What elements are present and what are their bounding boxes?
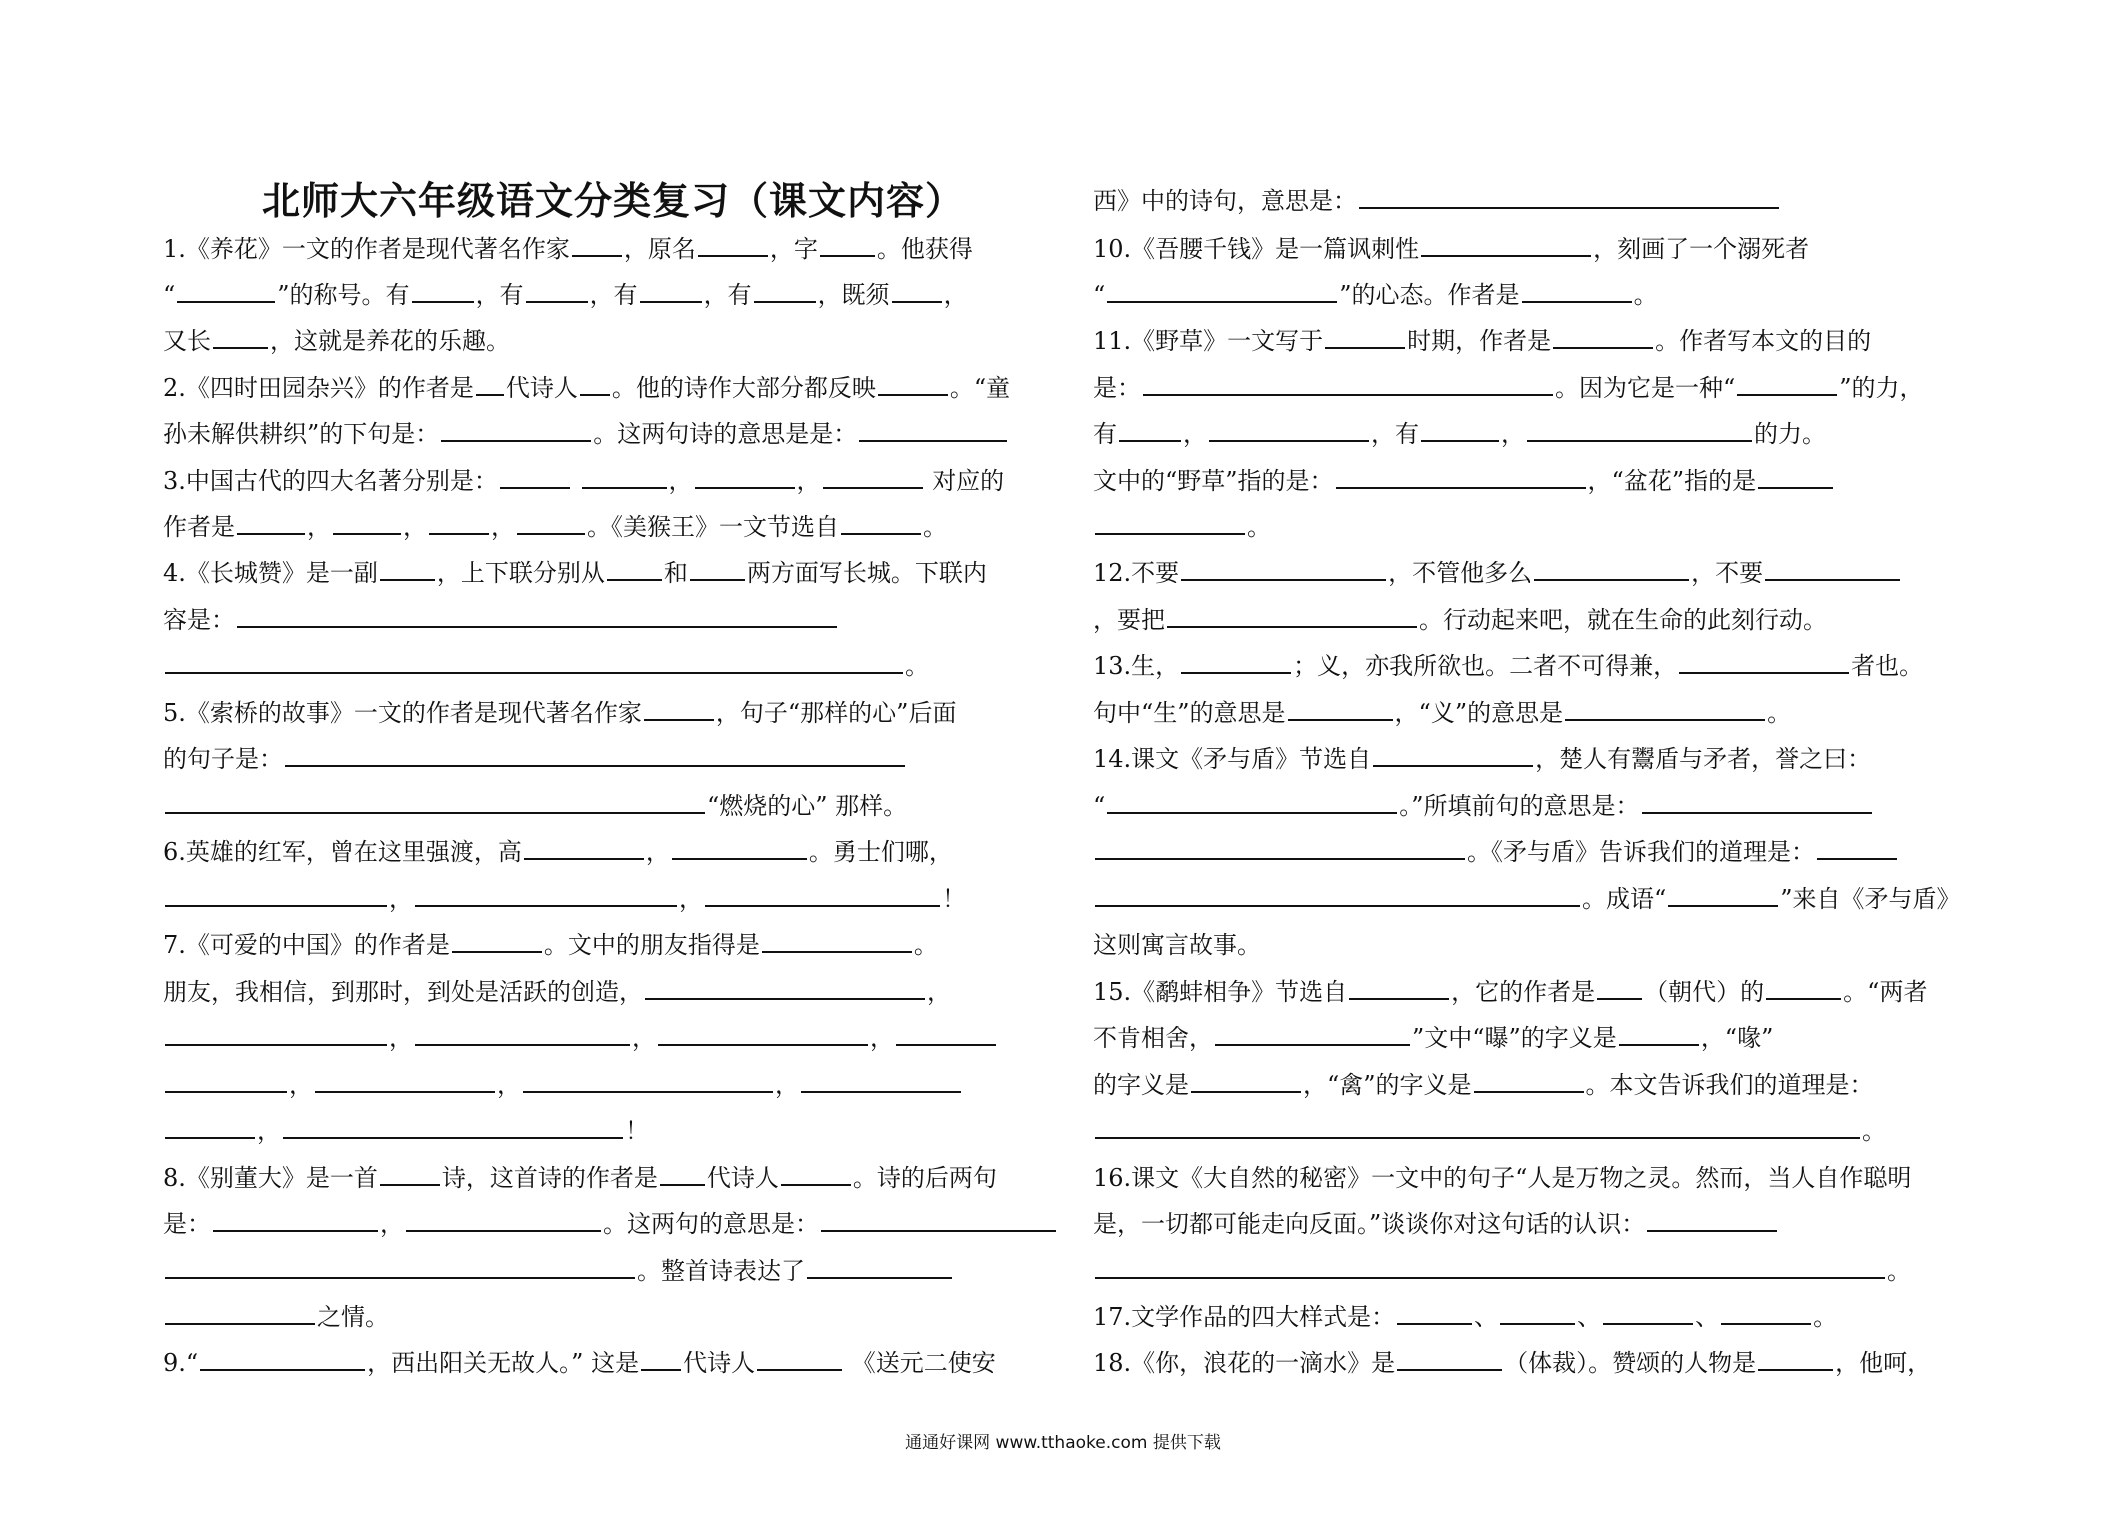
page-title: 北师大六年级语文分类复习（课文内容） (261, 179, 964, 223)
answer-blank[interactable] (526, 273, 588, 303)
answer-blank[interactable] (1500, 1295, 1575, 1325)
question-10-line-1: 10.《吾腰千钱》是一篇讽刺性 ，刻画了一个溺死者 (1093, 226, 1809, 272)
answer-blank[interactable] (1215, 1016, 1410, 1046)
question-14-line-4: 。成语“ ”来自《矛与盾》 (1093, 876, 1961, 922)
question-10-line-2: “ ”的心态。作者是 。 (1093, 272, 1658, 318)
answer-blank[interactable] (1603, 1295, 1693, 1325)
answer-blank[interactable] (333, 505, 401, 535)
question-17-line-1: 17.文学作品的四大样式是： 、 、 、 。 (1093, 1294, 1837, 1340)
answer-blank[interactable] (429, 505, 489, 535)
answer-blank[interactable] (1668, 877, 1778, 907)
question-6-line-1: 6.英雄的红军，曾在这里强渡，高 ， 。勇士们哪， (163, 829, 953, 875)
answer-blank[interactable] (1095, 877, 1580, 907)
answer-blank[interactable] (1534, 551, 1689, 581)
question-8-line-2: 是： ， 。这两句的意思是： (163, 1201, 1058, 1247)
answer-blank[interactable] (415, 877, 677, 907)
answer-blank[interactable] (607, 551, 662, 581)
question-7-line-2: 朋友，我相信，到那时，到处是活跃的创造， ， (163, 969, 951, 1015)
question-4-line-3: 。 (163, 643, 929, 689)
question-15-line-2: 不肯相舍， ”文中“曝”的字义是 ，“喙” (1093, 1015, 1773, 1061)
answer-blank[interactable] (200, 1341, 365, 1371)
answer-blank[interactable] (878, 366, 948, 396)
answer-blank[interactable] (380, 1156, 440, 1186)
question-13-line-1: 13.生， ；义，亦我所欲也。二者不可得兼， 者也。 (1093, 643, 1923, 689)
answer-blank[interactable] (517, 505, 585, 535)
question-8-line-1: 8.《别董大》是一首 诗，这首诗的作者是 代诗人 。诗的后两句 (163, 1155, 997, 1201)
question-4-line-1: 4.《长城赞》是一副 ，上下联分别从 和 两方面写长城。下联内 (163, 550, 987, 596)
answer-blank[interactable] (807, 1249, 952, 1279)
answer-blank[interactable] (1421, 227, 1591, 257)
question-5-line-2: 的句子是： (163, 736, 907, 782)
answer-blank[interactable] (644, 691, 714, 721)
answer-blank[interactable] (896, 1016, 996, 1046)
question-11-line-1: 11.《野草》一文写于 时期，作者是 。作者写本文的目的 (1093, 318, 1871, 364)
question-14-line-5: 这则寓言故事。 (1093, 931, 1261, 959)
answer-blank[interactable] (1397, 1295, 1472, 1325)
question-16-line-3: 。 (1093, 1248, 1911, 1294)
answer-blank[interactable] (1522, 273, 1632, 303)
answer-blank[interactable] (1553, 319, 1653, 349)
question-1-line-3: 又长 ，这就是养花的乐趣。 (163, 318, 510, 364)
question-14-line-2: “ 。”所填前句的意思是： (1093, 783, 1874, 829)
question-3-line-1: 3.中国古代的四大名著分别是： ， ， 对应的 (163, 458, 1004, 504)
question-7-line-5: ， ！ (163, 1108, 649, 1154)
answer-blank[interactable] (412, 273, 474, 303)
answer-blank[interactable] (572, 227, 622, 257)
answer-blank[interactable] (213, 1202, 378, 1232)
answer-blank[interactable] (1359, 179, 1779, 209)
answer-blank[interactable] (801, 1063, 961, 1093)
answer-blank[interactable] (1181, 551, 1386, 581)
answer-blank[interactable] (237, 505, 305, 535)
question-15-line-1: 15.《鹬蚌相争》节选自 ，它的作者是 （朝代）的 。“两者 (1093, 969, 1927, 1015)
answer-blank[interactable] (841, 505, 921, 535)
answer-blank[interactable] (165, 644, 903, 674)
answer-blank[interactable] (1191, 1063, 1301, 1093)
question-11-line-5: 。 (1093, 504, 1271, 550)
question-1-line-1: 1.《养花》一文的作者是现代著名作家 ，原名 ，字 。他获得 (163, 226, 973, 272)
answer-blank[interactable] (1095, 1109, 1860, 1139)
answer-blank[interactable] (283, 1109, 623, 1139)
answer-blank[interactable] (165, 784, 705, 814)
question-8-line-4: 之情。 (163, 1294, 389, 1340)
answer-blank[interactable] (1095, 830, 1465, 860)
answer-blank[interactable] (823, 459, 923, 489)
question-7-line-4: ， ， ， (163, 1062, 963, 1108)
question-11-line-3: 有 ， ，有 ， 的力。 (1093, 411, 1826, 457)
answer-blank[interactable] (1288, 691, 1393, 721)
answer-blank[interactable] (781, 1156, 851, 1186)
answer-blank[interactable] (452, 923, 542, 953)
answer-blank[interactable] (1647, 1202, 1777, 1232)
answer-blank[interactable] (1721, 1295, 1811, 1325)
answer-blank[interactable] (406, 1202, 601, 1232)
answer-blank[interactable] (1527, 412, 1752, 442)
answer-blank[interactable] (165, 1249, 635, 1279)
answer-blank[interactable] (213, 319, 268, 349)
answer-blank[interactable] (237, 598, 837, 628)
answer-blank[interactable] (1758, 1341, 1833, 1371)
question-7-line-3: ， ， ， (163, 1015, 998, 1061)
answer-blank[interactable] (1349, 970, 1449, 1000)
question-15-line-3: 的字义是 ，“禽”的字义是 。本文告诉我们的道理是： (1093, 1062, 1874, 1108)
answer-blank[interactable] (1107, 273, 1337, 303)
answer-blank[interactable] (1143, 366, 1553, 396)
answer-blank[interactable] (672, 830, 807, 860)
answer-blank[interactable] (1766, 970, 1841, 1000)
answer-blank[interactable] (892, 273, 942, 303)
question-11-line-2: 是： 。因为它是一种“ ”的力， (1093, 365, 1924, 411)
answer-blank[interactable] (580, 366, 610, 396)
answer-blank[interactable] (757, 1341, 842, 1371)
answer-blank[interactable] (165, 1109, 255, 1139)
answer-blank[interactable] (859, 412, 1007, 442)
answer-blank[interactable] (1597, 970, 1642, 1000)
question-15-line-4: 。 (1093, 1108, 1886, 1154)
answer-blank[interactable] (415, 1016, 630, 1046)
question-9-line-1: 9.“ ，西出阳关无故人。” 这是 代诗人 《送元二使安 (163, 1340, 996, 1386)
answer-blank[interactable] (165, 1295, 315, 1325)
answer-blank[interactable] (660, 1156, 705, 1186)
answer-blank[interactable] (285, 737, 905, 767)
answer-blank[interactable] (1737, 366, 1837, 396)
answer-blank[interactable] (524, 830, 644, 860)
question-12-line-2: ，要把 。行动起来吧，就在生命的此刻行动。 (1093, 597, 1827, 643)
question-8-line-3: 。整首诗表达了 (163, 1248, 954, 1294)
answer-blank[interactable] (165, 1063, 287, 1093)
answer-blank[interactable] (1642, 784, 1872, 814)
answer-blank[interactable] (698, 227, 768, 257)
answer-blank[interactable] (690, 551, 745, 581)
answer-blank[interactable] (1095, 1249, 1885, 1279)
question-11-line-4: 文中的“野草”指的是： ，“盆花”指的是 (1093, 458, 1835, 504)
question-16-line-2: 是，一切都可能走向反面。”谈谈你对这句话的认识： (1093, 1201, 1779, 1247)
answer-blank[interactable] (1209, 412, 1369, 442)
question-9-line-2: 西》中的诗句，意思是： (1093, 178, 1781, 224)
answer-blank[interactable] (476, 366, 504, 396)
answer-blank[interactable] (315, 1063, 495, 1093)
answer-blank[interactable] (641, 1341, 681, 1371)
answer-blank[interactable] (1181, 644, 1291, 674)
answer-blank[interactable] (1095, 505, 1245, 535)
answer-blank[interactable] (1817, 830, 1897, 860)
answer-blank[interactable] (1107, 784, 1397, 814)
question-2-line-2: 孙未解供耕织”的下句是： 。这两句诗的意思是是： (163, 411, 1009, 457)
answer-blank[interactable] (1474, 1063, 1584, 1093)
answer-blank[interactable] (1421, 412, 1499, 442)
answer-blank[interactable] (1758, 459, 1833, 489)
question-18-line-1: 18.《你，浪花的一滴水》是 （体裁）。赞颂的人物是 ，他呵， (1093, 1340, 1931, 1386)
answer-blank[interactable] (1167, 598, 1417, 628)
question-5-line-3: “燃烧的心” 那样。 (163, 783, 907, 829)
question-6-line-2: ， ， ！ (163, 876, 966, 922)
question-2-line-1: 2.《四时田园杂兴》的作者是 代诗人 。他的诗作大部分都反映 。“童 (163, 365, 1010, 411)
question-14-line-1: 14.课文《矛与盾》节选自 ，楚人有鬻盾与矛者，誉之曰： (1093, 736, 1871, 782)
question-13-line-2: 句中“生”的意思是 ，“义”的意思是 。 (1093, 690, 1791, 736)
answer-blank[interactable] (441, 412, 591, 442)
answer-blank[interactable] (762, 923, 912, 953)
question-12-line-1: 12.不要 ，不管他多么 ，不要 (1093, 550, 1902, 596)
question-14-line-3: 。《矛与盾》告诉我们的道理是： (1093, 829, 1899, 875)
answer-blank[interactable] (1119, 412, 1181, 442)
answer-blank[interactable] (500, 459, 570, 489)
answer-blank[interactable] (165, 1016, 387, 1046)
answer-blank[interactable] (1619, 1016, 1699, 1046)
answer-blank[interactable] (1679, 644, 1849, 674)
question-7-line-1: 7.《可爱的中国》的作者是 。文中的朋友指得是 。 (163, 922, 938, 968)
answer-blank[interactable] (645, 970, 925, 1000)
answer-blank[interactable] (380, 551, 435, 581)
answer-blank[interactable] (658, 1016, 868, 1046)
footer-credit: 通通好课网 www.tthaoke.com 提供下载 (905, 1433, 1221, 1453)
answer-blank[interactable] (820, 227, 875, 257)
answer-blank[interactable] (1336, 459, 1586, 489)
question-4-line-2: 容是： (163, 597, 839, 643)
answer-blank[interactable] (1565, 691, 1765, 721)
answer-blank[interactable] (821, 1202, 1056, 1232)
answer-blank[interactable] (1765, 551, 1900, 581)
answer-blank[interactable] (705, 877, 940, 907)
answer-blank[interactable] (165, 877, 387, 907)
question-5-line-1: 5.《索桥的故事》一文的作者是现代著名作家 ，句子“那样的心”后面 (163, 690, 956, 736)
answer-blank[interactable] (1397, 1341, 1502, 1371)
question-1-line-2: “ ”的称号。有 ，有 ，有 ，有 ，既须 ， (163, 272, 968, 318)
answer-blank[interactable] (1325, 319, 1405, 349)
question-3-line-2: 作者是 ， ， ， 。《美猴王》一文节选自 。 (163, 504, 947, 550)
answer-blank[interactable] (754, 273, 816, 303)
answer-blank[interactable] (1373, 737, 1533, 767)
answer-blank[interactable] (582, 459, 667, 489)
answer-blank[interactable] (177, 273, 275, 303)
answer-blank[interactable] (695, 459, 795, 489)
answer-blank[interactable] (523, 1063, 773, 1093)
answer-blank[interactable] (640, 273, 702, 303)
question-16-line-1: 16.课文《大自然的秘密》一文中的句子“人是万物之灵。然而，当人自作聪明 (1093, 1164, 1912, 1192)
